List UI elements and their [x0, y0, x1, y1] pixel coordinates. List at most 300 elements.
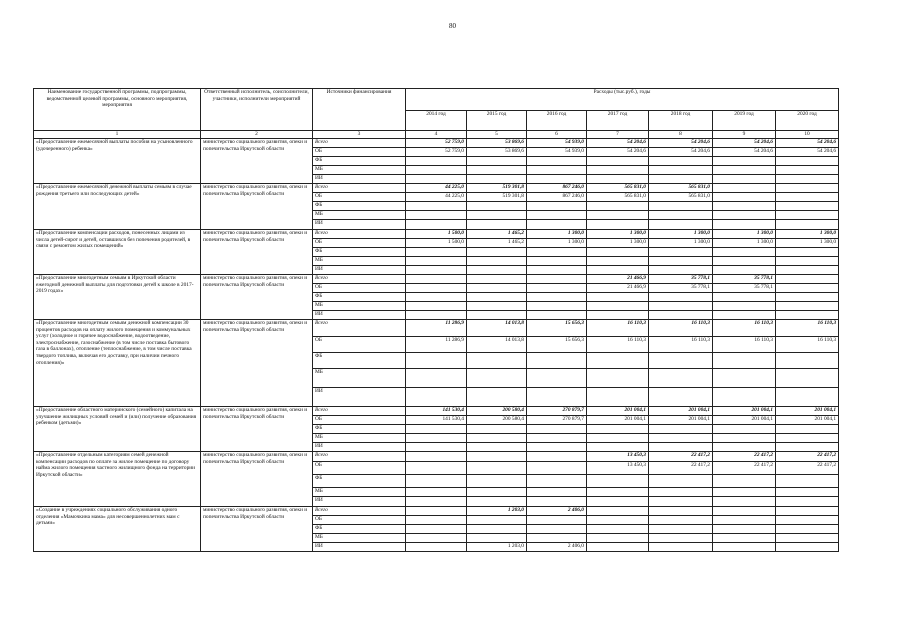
- funding-source: ФБ: [313, 353, 406, 369]
- header-year: 2014 год: [406, 111, 467, 131]
- expense-value: [527, 302, 587, 311]
- funding-source: ОБ: [313, 193, 406, 202]
- expense-value: [467, 388, 527, 407]
- expense-value: [527, 475, 587, 488]
- expense-value: 35 778,1: [713, 275, 776, 284]
- expense-value: [467, 275, 527, 284]
- activity-name: «Предоставление многодетным семьям денежной компенсации 30 процентов расходов на оплату жилого помещения и коммунальных услуг (холодное и горячее водоснабжение, водоотведение, электроснабжение, газоснабжение (в том числе поставка бытового газа в баллонах), отопление (теплоснабжение, в том числе поставка твердого топлива, включая его доставку, при наличии печного отопления)»: [34, 320, 201, 407]
- expense-value: [649, 311, 713, 320]
- expense-value: [406, 202, 467, 211]
- expense-value: 141 530,4: [406, 407, 467, 416]
- expense-value: [467, 166, 527, 175]
- expense-value: [713, 488, 776, 497]
- expense-value: [649, 388, 713, 407]
- expense-value: 13 450,3: [587, 452, 649, 462]
- expense-value: [713, 434, 776, 443]
- expense-value: [467, 425, 527, 434]
- expense-value: [467, 211, 527, 220]
- expense-value: 867 246,0: [527, 184, 587, 193]
- expense-value: 16 110,3: [587, 337, 649, 353]
- expense-value: [467, 175, 527, 184]
- expense-value: [776, 388, 839, 407]
- funding-source: МБ: [313, 434, 406, 443]
- column-number: 7: [587, 131, 649, 139]
- expense-value: [776, 488, 839, 497]
- column-number: 2: [201, 131, 313, 139]
- expense-value: 16 110,3: [776, 337, 839, 353]
- table-row: [34, 452, 839, 462]
- expense-value: [713, 193, 776, 202]
- expense-value: [587, 507, 649, 516]
- column-number: 1: [34, 131, 201, 139]
- expense-value: [467, 248, 527, 257]
- expense-value: 270 879,7: [527, 407, 587, 416]
- expense-value: [527, 257, 587, 266]
- expense-value: [406, 369, 467, 388]
- funding-source: МБ: [313, 211, 406, 220]
- expense-value: [467, 157, 527, 166]
- expense-value: 22 417,2: [776, 462, 839, 475]
- expense-value: [406, 525, 467, 534]
- header-name: Наименование государственной программы, подпрограммы, ведомственной целевой программы, основного мероприятия, мероприятия: [34, 89, 201, 131]
- expense-value: [649, 266, 713, 275]
- table-body: [34, 139, 839, 552]
- funding-source: Всего: [313, 139, 406, 148]
- expense-value: [406, 248, 467, 257]
- header-year: 2018 год: [649, 111, 713, 131]
- activity-name: «Предоставление многодетным семьям в Иркутской области ежегодной денежной выплаты для подготовки детей к школе в 2017-2019 годах»: [34, 275, 201, 320]
- expense-value: [776, 302, 839, 311]
- funding-source: МБ: [313, 534, 406, 543]
- expense-value: [649, 211, 713, 220]
- expense-value: 270 879,7: [527, 416, 587, 425]
- table-row: [34, 275, 839, 284]
- expense-value: 22 417,2: [713, 452, 776, 462]
- funding-source: Всего: [313, 275, 406, 284]
- expense-value: [467, 516, 527, 525]
- expense-value: 201 004,1: [587, 416, 649, 425]
- expense-value: [587, 516, 649, 525]
- funding-source: Всего: [313, 230, 406, 239]
- expense-value: 1 300,0: [587, 230, 649, 239]
- funding-source: МБ: [313, 488, 406, 497]
- expense-value: [467, 266, 527, 275]
- expense-value: [406, 257, 467, 266]
- expense-value: [776, 425, 839, 434]
- header-responsible: Ответственный исполнитель, соисполнители, участники, исполнители мероприятий: [201, 89, 313, 131]
- expense-value: 54 939,0: [527, 139, 587, 148]
- expense-value: 1 465,2: [467, 230, 527, 239]
- expense-value: [776, 434, 839, 443]
- expense-value: [467, 284, 527, 293]
- responsible-executor: министерство социального развития, опеки и попечительства Иркутской области: [201, 275, 313, 320]
- expense-value: [713, 211, 776, 220]
- expense-value: [527, 293, 587, 302]
- expense-value: 201 004,1: [713, 416, 776, 425]
- expense-value: 54 204,6: [776, 139, 839, 148]
- expense-value: [649, 157, 713, 166]
- expense-value: [776, 353, 839, 369]
- expense-value: 201 004,1: [649, 416, 713, 425]
- column-number: 9: [713, 131, 776, 139]
- expense-value: 16 110,3: [587, 320, 649, 337]
- expense-value: [587, 211, 649, 220]
- expense-value: [713, 293, 776, 302]
- expense-value: [713, 543, 776, 552]
- expense-value: 565 831,0: [649, 193, 713, 202]
- expense-value: 1 300,0: [713, 239, 776, 248]
- expense-value: [649, 497, 713, 507]
- expense-value: 200 580,4: [467, 416, 527, 425]
- funding-source: ФБ: [313, 425, 406, 434]
- expense-value: [713, 425, 776, 434]
- expense-value: 54 204,6: [649, 139, 713, 148]
- expense-value: 1 300,0: [527, 239, 587, 248]
- expense-value: [527, 284, 587, 293]
- funding-source: МБ: [313, 257, 406, 266]
- expense-value: [587, 369, 649, 388]
- activity-name: «Создание в учреждениях социального обслуживания одного отделения «Мамочкина мама» для несовершеннолетних мам с детьми»: [34, 507, 201, 552]
- expense-value: [587, 434, 649, 443]
- expense-value: 1 300,0: [649, 230, 713, 239]
- expense-value: [587, 488, 649, 497]
- expense-value: [467, 293, 527, 302]
- expense-value: [713, 369, 776, 388]
- funding-source: МБ: [313, 369, 406, 388]
- funding-source: ФБ: [313, 475, 406, 488]
- funding-source: ОБ: [313, 337, 406, 353]
- header-expenses: Расходы (тыс.руб.), годы: [406, 89, 839, 111]
- expense-value: [713, 302, 776, 311]
- expense-value: [527, 443, 587, 452]
- expense-value: 1 500,0: [406, 239, 467, 248]
- funding-source: ИИ: [313, 443, 406, 452]
- funding-source: Всего: [313, 320, 406, 337]
- expense-value: [587, 248, 649, 257]
- funding-source: ИИ: [313, 543, 406, 552]
- expense-value: [527, 462, 587, 475]
- expense-value: [467, 462, 527, 475]
- expense-value: 21 466,9: [587, 275, 649, 284]
- table-row: [34, 139, 839, 148]
- column-number: 4: [406, 131, 467, 139]
- table-row: [34, 407, 839, 416]
- funding-source: ОБ: [313, 462, 406, 475]
- funding-source: ИИ: [313, 266, 406, 275]
- expense-value: [587, 497, 649, 507]
- expense-value: [587, 475, 649, 488]
- expense-value: [713, 525, 776, 534]
- expense-value: [713, 534, 776, 543]
- expense-value: [776, 275, 839, 284]
- expense-value: [527, 275, 587, 284]
- expense-value: [406, 211, 467, 220]
- funding-source: Всего: [313, 407, 406, 416]
- expense-value: [406, 543, 467, 552]
- activity-name: «Предоставление отдельным категориям семей денежной компенсации расходов по оплате за жилое помещение по договору найма жилого помещения частного жилищного фонда на территории Иркутской области»: [34, 452, 201, 507]
- expense-value: [467, 452, 527, 462]
- expense-value: [527, 353, 587, 369]
- page-number: 80: [449, 22, 456, 30]
- expense-value: 201 004,1: [587, 407, 649, 416]
- expense-value: [527, 369, 587, 388]
- header-year: 2020 год: [776, 111, 839, 131]
- expense-value: 13 450,3: [587, 462, 649, 475]
- expense-value: [776, 507, 839, 516]
- funding-source: МБ: [313, 302, 406, 311]
- expense-value: 1 300,0: [776, 230, 839, 239]
- expense-value: [527, 248, 587, 257]
- expense-value: [406, 425, 467, 434]
- expense-value: [587, 443, 649, 452]
- funding-source: ФБ: [313, 157, 406, 166]
- expense-value: [467, 475, 527, 488]
- funding-source: ОБ: [313, 239, 406, 248]
- expense-value: [649, 302, 713, 311]
- activity-name: «Предоставление ежемесячной денежной выплаты семьям в случае рождения третьего или последующих детей»: [34, 184, 201, 230]
- funding-source: ОБ: [313, 284, 406, 293]
- expense-value: [649, 353, 713, 369]
- expense-value: [527, 388, 587, 407]
- expense-value: 1 300,0: [587, 239, 649, 248]
- expense-value: [649, 525, 713, 534]
- expense-value: [406, 452, 467, 462]
- expense-value: [467, 534, 527, 543]
- expense-value: 200 580,4: [467, 407, 527, 416]
- expense-value: 519 301,8: [467, 184, 527, 193]
- responsible-executor: министерство социального развития, опеки и попечительства Иркутской области: [201, 507, 313, 552]
- expense-value: [527, 202, 587, 211]
- expense-value: [776, 284, 839, 293]
- expense-value: [406, 507, 467, 516]
- expense-value: 201 004,1: [713, 407, 776, 416]
- funding-source: ИИ: [313, 311, 406, 320]
- expense-value: [649, 516, 713, 525]
- expense-value: 35 778,1: [649, 284, 713, 293]
- expense-value: [587, 266, 649, 275]
- funding-source: ФБ: [313, 293, 406, 302]
- expense-value: [713, 266, 776, 275]
- funding-source: ИИ: [313, 175, 406, 184]
- expense-value: [527, 175, 587, 184]
- responsible-executor: министерство социального развития, опеки и попечительства Иркутской области: [201, 452, 313, 507]
- expense-value: [587, 425, 649, 434]
- expense-value: [713, 175, 776, 184]
- funding-source: МБ: [313, 166, 406, 175]
- expense-value: [776, 257, 839, 266]
- expense-value: 201 004,1: [776, 416, 839, 425]
- funding-source: ИИ: [313, 388, 406, 407]
- expense-value: [587, 293, 649, 302]
- expense-value: [713, 202, 776, 211]
- expense-value: [776, 248, 839, 257]
- expense-value: [713, 257, 776, 266]
- expense-value: [776, 166, 839, 175]
- expense-value: [527, 166, 587, 175]
- expense-value: 2 406,0: [527, 507, 587, 516]
- expense-value: [467, 369, 527, 388]
- expense-value: 16 110,3: [649, 320, 713, 337]
- responsible-executor: министерство социального развития, опеки и попечительства Иркутской области: [201, 230, 313, 275]
- funding-source: ФБ: [313, 202, 406, 211]
- expense-value: [527, 434, 587, 443]
- expense-value: [406, 516, 467, 525]
- expense-value: [587, 543, 649, 552]
- expense-value: [527, 266, 587, 275]
- expense-value: 1 500,0: [406, 230, 467, 239]
- expense-value: [406, 302, 467, 311]
- expense-value: [406, 462, 467, 475]
- expense-value: [649, 475, 713, 488]
- expense-value: [406, 266, 467, 275]
- expense-value: [649, 220, 713, 230]
- expense-value: 1 203,0: [467, 507, 527, 516]
- expense-value: [527, 211, 587, 220]
- expense-value: [406, 434, 467, 443]
- expense-value: [467, 302, 527, 311]
- expense-value: 2 406,0: [527, 543, 587, 552]
- expense-value: [527, 452, 587, 462]
- expense-value: [649, 534, 713, 543]
- expense-value: 201 004,1: [649, 407, 713, 416]
- expense-value: 1 300,0: [649, 239, 713, 248]
- expense-value: [467, 353, 527, 369]
- expense-value: [649, 175, 713, 184]
- expense-value: 22 417,2: [713, 462, 776, 475]
- expense-value: [713, 311, 776, 320]
- expense-value: 52 759,0: [406, 139, 467, 148]
- expense-value: [587, 534, 649, 543]
- expense-value: 54 204,6: [713, 148, 776, 157]
- expense-value: 16 110,3: [713, 320, 776, 337]
- funding-source: Всего: [313, 507, 406, 516]
- expense-value: [467, 257, 527, 266]
- expense-value: 1 300,0: [527, 230, 587, 239]
- expense-value: [649, 369, 713, 388]
- expense-value: 1 300,0: [713, 230, 776, 239]
- expense-value: 54 204,6: [713, 139, 776, 148]
- expense-value: [467, 311, 527, 320]
- expense-value: [406, 488, 467, 497]
- expense-value: [776, 497, 839, 507]
- expense-value: 16 110,3: [713, 337, 776, 353]
- expense-value: [649, 425, 713, 434]
- expense-value: [587, 388, 649, 407]
- column-number: 5: [467, 131, 527, 139]
- expense-value: [776, 175, 839, 184]
- expense-value: 52 759,0: [406, 148, 467, 157]
- expense-value: [776, 211, 839, 220]
- expense-value: [776, 157, 839, 166]
- expense-value: [587, 157, 649, 166]
- expense-value: 53 869,6: [467, 139, 527, 148]
- table-header: [34, 89, 839, 139]
- expense-value: 21 466,9: [587, 284, 649, 293]
- expense-value: 35 778,1: [713, 284, 776, 293]
- expense-value: 16 110,3: [776, 320, 839, 337]
- expense-value: 54 204,6: [587, 139, 649, 148]
- expense-value: [527, 311, 587, 320]
- expense-value: [776, 543, 839, 552]
- expense-value: [406, 497, 467, 507]
- expense-value: [713, 353, 776, 369]
- expense-value: [527, 157, 587, 166]
- expense-value: [713, 220, 776, 230]
- budget-table: [33, 88, 839, 552]
- expense-value: 54 939,0: [527, 148, 587, 157]
- expense-value: 15 656,3: [527, 337, 587, 353]
- column-numbers-row: [34, 131, 839, 139]
- expense-value: [776, 202, 839, 211]
- expense-value: [649, 443, 713, 452]
- expense-value: 44 225,0: [406, 184, 467, 193]
- expense-value: 54 204,6: [776, 148, 839, 157]
- expense-value: [406, 534, 467, 543]
- expense-value: [467, 202, 527, 211]
- expense-value: [406, 157, 467, 166]
- funding-source: Всего: [313, 184, 406, 193]
- expense-value: [776, 475, 839, 488]
- table-row: [34, 507, 839, 516]
- expense-value: [467, 525, 527, 534]
- expense-value: 53 869,6: [467, 148, 527, 157]
- expense-value: [406, 175, 467, 184]
- expense-value: 565 831,0: [587, 184, 649, 193]
- expense-value: [776, 525, 839, 534]
- column-number: 10: [776, 131, 839, 139]
- expense-value: 14 013,8: [467, 320, 527, 337]
- expense-value: [587, 166, 649, 175]
- expense-value: 1 465,2: [467, 239, 527, 248]
- expense-value: 14 013,8: [467, 337, 527, 353]
- expense-value: [713, 388, 776, 407]
- expense-value: [587, 257, 649, 266]
- expense-value: [467, 220, 527, 230]
- expense-value: [587, 220, 649, 230]
- responsible-executor: министерство социального развития, опеки и попечительства Иркутской области: [201, 320, 313, 407]
- expense-value: [776, 443, 839, 452]
- expense-value: 54 204,6: [649, 148, 713, 157]
- expense-value: [406, 220, 467, 230]
- expense-value: [649, 293, 713, 302]
- expense-value: 16 110,3: [649, 337, 713, 353]
- expense-value: [713, 184, 776, 193]
- expense-value: [713, 166, 776, 175]
- expense-value: [776, 220, 839, 230]
- expense-value: 1 203,0: [467, 543, 527, 552]
- funding-source: ОБ: [313, 148, 406, 157]
- expense-value: [406, 311, 467, 320]
- expense-value: [406, 293, 467, 302]
- funding-source: ОБ: [313, 416, 406, 425]
- expense-value: [649, 257, 713, 266]
- expense-value: 22 417,2: [649, 452, 713, 462]
- expense-value: 15 656,3: [527, 320, 587, 337]
- responsible-executor: министерство социального развития, опеки и попечительства Иркутской области: [201, 184, 313, 230]
- expense-value: [587, 525, 649, 534]
- expense-value: 1 300,0: [776, 239, 839, 248]
- activity-name: «Предоставление областного материнского (семейного) капитала на улучшение жилищных условий семей и (или) получение образования ребенком (детьми)»: [34, 407, 201, 452]
- expense-value: [406, 388, 467, 407]
- expense-value: 22 417,2: [649, 462, 713, 475]
- column-number: 3: [313, 131, 406, 139]
- expense-value: [406, 443, 467, 452]
- expense-value: [587, 175, 649, 184]
- header-year: 2015 год: [467, 111, 527, 131]
- column-number: 8: [649, 131, 713, 139]
- funding-source: ИИ: [313, 220, 406, 230]
- expense-value: [776, 193, 839, 202]
